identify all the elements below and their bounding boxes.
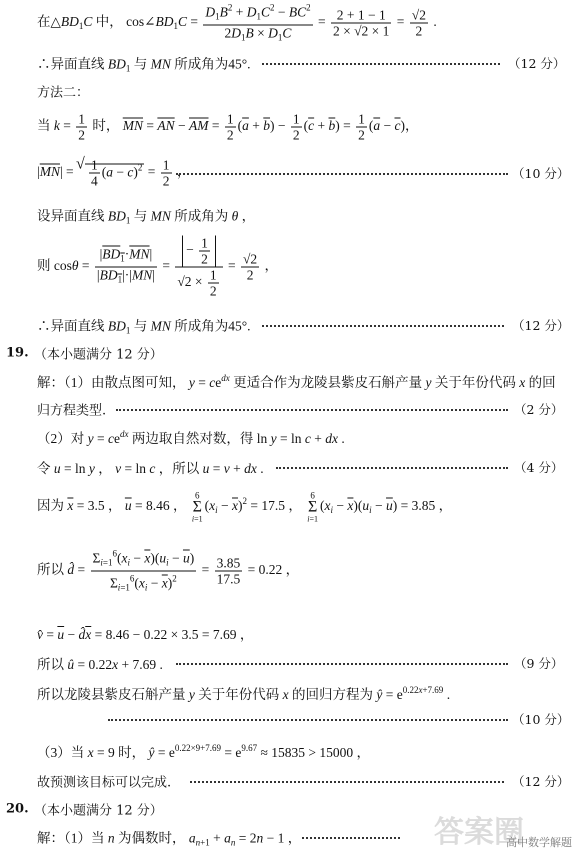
line-text: 设异面直线 $BD_1$ 与 MN 所成角为 θ ， <box>37 208 256 226</box>
line-text: 所以龙陵县紫皮石斛产量 y 关于年份代码 x 的回归方程为 ŷ = $e^{0.22x+7.69}$ . <box>37 685 451 702</box>
dot-leader <box>302 837 400 839</box>
line-text: 方法二： <box>37 85 90 101</box>
line-text: ∴异面直线 $BD_1$ 与 MN 所成角为45°. <box>37 318 251 336</box>
line-text: 所以 d̂ = $\frac{\Sigma_{i=1}^6(x_i - \overline{x})(u_i - \overline{u})}{\Sigma_{i=1}^6(x_i - \overline{x})^2}$ = $\frac{3.85}{17.5}$ = 0.22 ， <box>37 548 300 593</box>
text-line <box>0 80 586 102</box>
score-label: （10 分） <box>512 712 570 727</box>
line-text: （本小题满分 12 分） <box>34 803 163 819</box>
score-label: （10 分） <box>512 166 570 181</box>
text-line <box>0 548 586 593</box>
score-label: （12 分） <box>512 774 570 789</box>
score-label: （9 分） <box>514 656 564 671</box>
line-text: 在$\triangle BD_1C$ 中， $\cos\angle BD_1C$ = $\frac{D_1B^2 + D_1C^2 - BC^2}{2D_1B \times D_1C}$ = $\frac{2 + 1 - 1}{2 \times √2 \times 1}$ = $\frac{√2}{2}$ . <box>37 2 437 43</box>
line-text: 因为 $\overline{x} = 3.5$ ， $\overline{u} = 8.46$ ， 6 Σ i=1 $(x_i - \overline{x})^2 = 17.5$ ， 6 Σ i=1 $(x_i - \overline{x})(u_i - \overline{u}) = 3.85$ ， <box>37 490 453 524</box>
text-line <box>0 235 586 299</box>
text-line <box>0 682 586 704</box>
dot-leader <box>108 719 508 721</box>
text-line <box>0 490 586 524</box>
line-text: $|\overline{MN}|$ = √ $\frac{1}{4}$ $(\overline{a} - \overline{c})^2$ = $\frac{1}{2}$ ， <box>37 158 190 189</box>
score-label: （2 分） <box>514 402 564 417</box>
text-line <box>0 314 586 336</box>
text-line <box>0 652 586 674</box>
text-line <box>0 740 586 762</box>
score-label: （4 分） <box>514 460 564 475</box>
dot-leader <box>276 467 508 469</box>
question-number: 19. <box>6 345 29 361</box>
line-text: 解：（1）当 n 为偶数时， $a_{n+1} + a_n = 2n - 1$ ， <box>37 830 302 848</box>
line-text: 当 k = $\frac{1}{2}$ 时， $\overline{MN} = \overline{AN} - \overline{AM}$ = $\frac{1}{2}$ $(\overline{a} + \overline{b})$ − $\frac{1}{2}$ $(\overline{c} + \overline{b})$ = $\frac{1}{2}$ $(\overline{a} - \overline{c})$， <box>37 111 419 143</box>
text-line <box>0 770 586 792</box>
text-line <box>0 370 586 392</box>
line-text: 归方程类型. <box>37 403 107 419</box>
text-line <box>0 708 586 730</box>
text-line <box>0 111 586 143</box>
dot-leader <box>262 63 500 65</box>
line-text: （本小题满分 12 分） <box>34 347 163 363</box>
dot-leader <box>176 663 508 665</box>
watermark-text: 答案圈 <box>434 815 524 850</box>
text-line <box>0 342 586 364</box>
text-line <box>0 426 586 448</box>
line-text: 解：（1）由散点图可知， $y = ce^{dx}$ 更适合作为龙陵县紫皮石斛产量 y 关于年份代码 x 的回 <box>37 373 556 390</box>
line-text: ∴异面直线 $BD_1$ 与 MN 所成角为45°. <box>37 56 251 74</box>
line-text: 令 u = ln y ， v = ln c ，所以 u = v + dx . <box>37 461 264 476</box>
dot-leader <box>116 409 508 411</box>
text-line <box>0 622 586 644</box>
line-text: 故预测该目标可以完成. <box>37 775 172 791</box>
text-line <box>0 157 586 189</box>
line-text: 则 cosθ = $\frac{|BD_1\cdot\overline{MN}|}{|BD_1|\cdot|\overline{MN}|}$ = − $\frac{1}{2}$ √2 × $\frac{1}{2}$ = $\frac{√2}{2}$ ， <box>37 235 279 299</box>
score-label: （12 分） <box>512 318 570 333</box>
line-text: v̂ = $\overline{u}$ − $d̂\overline{x} = 8.46 - 0.22 \times 3.5 = 7.69$ ， <box>37 627 254 642</box>
line-text: 所以 û = 0.22x + 7.69 . <box>37 657 163 672</box>
line-text: （3）当 x = 9 时， ŷ = $e^{0.22\times 9+7.69} = e^{9.67} \approx 15835 > 15000$ ， <box>37 743 371 760</box>
text-line <box>0 456 586 478</box>
text-line <box>0 204 586 226</box>
dot-leader <box>176 173 508 175</box>
text-line <box>0 398 586 420</box>
score-label: （12 分） <box>508 56 566 71</box>
dot-leader <box>190 781 504 783</box>
text-line <box>0 2 586 43</box>
line-text: （2）对 $y = ce^{dx}$ 两边取自然对数，得 ln y = ln c + dx . <box>37 429 345 446</box>
dot-leader <box>262 325 504 327</box>
question-number: 20. <box>6 801 29 817</box>
text-line <box>0 52 586 74</box>
watermark-caption: 高中数学解题 <box>506 836 572 849</box>
